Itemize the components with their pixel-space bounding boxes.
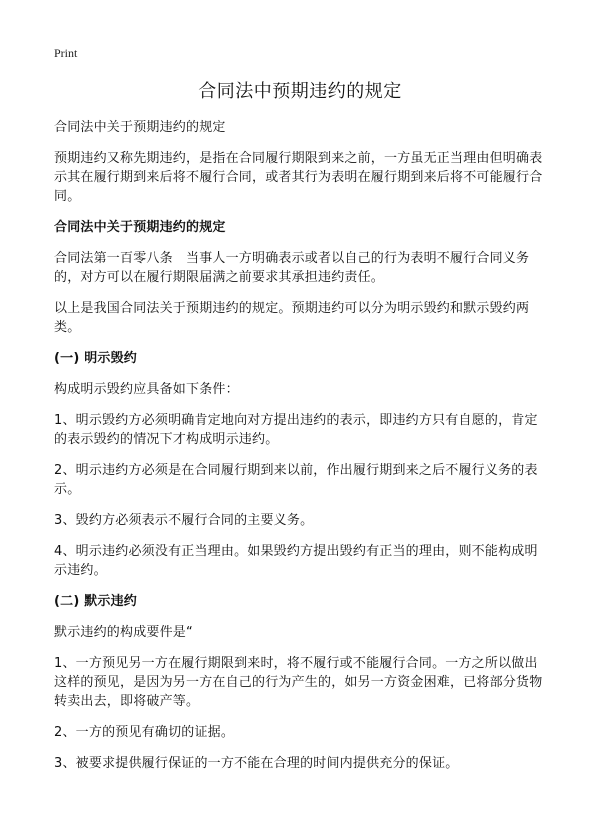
paragraph: 以上是我国合同法关于预期违约的规定。预期违约可以分为明示毁约和默示毁约两类。 bbox=[54, 301, 530, 335]
section-heading: (二) 默示违约 bbox=[54, 594, 138, 609]
document-title: 合同法中预期违约的规定 bbox=[198, 81, 402, 102]
list-item: 1、明示毁约方必须明确肯定地向对方提出违约的表示，即违约方只有自愿的，肯定的表示毁约的情况下才构成明示违约。 bbox=[54, 413, 538, 447]
list-item: 2、明示违约方必须是在合同履行期到来以前，作出履行期到来之后不履行义务的表示。 bbox=[54, 463, 538, 497]
print-label: Print bbox=[54, 46, 78, 60]
list-item: 3、被要求提供履行保证的一方不能在合理的时间内提供充分的保证。 bbox=[54, 756, 459, 771]
list-item: 2、一方的预见有确切的证据。 bbox=[54, 725, 235, 740]
paragraph: 合同法中关于预期违约的规定 bbox=[54, 120, 226, 135]
paragraph: 合同法第一百零八条 当事人一方明确表示或者以自己的行为表明不履行合同义务的，对方可以在履行期限届满之前要求其承担违约责任。 bbox=[54, 251, 530, 285]
paragraph: 预期违约又称先期违约，是指在合同履行期限到来之前，一方虽无正当理由但明确表示其在履行期到来后将不履行合同，或者其行为表明在履行期到来后将不可能履行合同。 bbox=[54, 151, 543, 204]
document-body bbox=[54, 118, 548, 785]
section-heading: 合同法中关于预期违约的规定 bbox=[54, 220, 226, 235]
paragraph: 构成明示毁约应具备如下条件： bbox=[54, 382, 239, 397]
section-heading: (一) 明示毁约 bbox=[54, 351, 138, 366]
paragraph: 默示违约的构成要件是“ bbox=[54, 625, 193, 640]
list-item: 3、毁约方必须表示不履行合同的主要义务。 bbox=[54, 513, 314, 528]
list-item: 1、一方预见另一方在履行期限到来时，将不履行或不能履行合同。一方之所以做出这样的预见，是因为另一方在自己的行为产生的，如另一方资金困难，已将部分货物转卖出去，即将破产等。 bbox=[54, 656, 543, 709]
list-item: 4、明示违约必须没有正当理由。如果毁约方提出毁约有正当的理由，则不能构成明示违约。 bbox=[54, 544, 538, 578]
